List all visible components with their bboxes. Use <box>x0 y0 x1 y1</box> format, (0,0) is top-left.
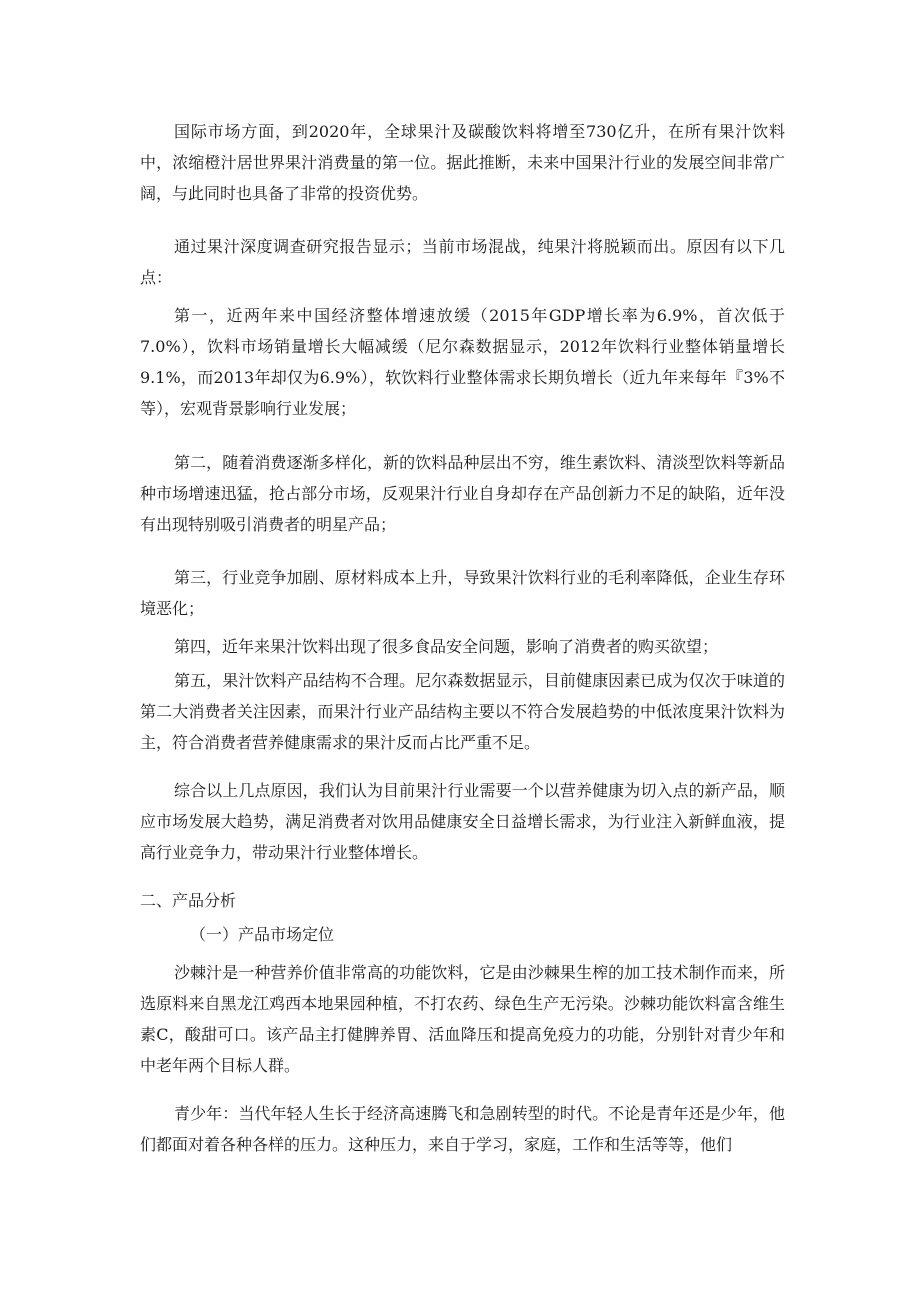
paragraph-international-market: 国际市场方面，到2020年，全球果汁及碳酸饮料将增至730亿升，在所有果汁饮料中，浓缩橙汁居世界果汁消费量的第一位。据此推断，未来中国果汁行业的发展空间非常广阔，与此同时也具备了非常的投资优势。 <box>140 122 785 203</box>
section-heading: 二、产品分析 <box>140 891 237 910</box>
paragraph-conclusion: 综合以上几点原因，我们认为目前果汁行业需要一个以营养健康为切入点的新产品，顺应市场发展大趋势，满足消费者对饮用品健康安全日益增长需求，为行业注入新鲜血液，提高行业竞争力，带动果汁行业整体增长。 <box>140 781 785 862</box>
paragraph-reason-first: 第一，近两年来中国经济整体增速放缓（2015年GDP增长率为6.9%，首次低于7.0%），饮料市场销量增长大幅减缓（尼尔森数据显示，2012年饮料行业整体销量增长9.1%，而2013年却仅为6.9%），软饮料行业整体需求长期负增长（近九年来每年『3%不等），宏观背景影响行业发展； <box>140 306 785 418</box>
paragraph-sea-buckthorn-juice: 沙棘汁是一种营养价值非常高的功能饮料，它是由沙棘果生榨的加工技术制作而来，所选原料来自黑龙江鸡西本地果园种植，不打农药、绿色生产无污染。沙棘功能饮料富含维生素C，酸甜可口。该产品主打健脾养胃、活血降压和提高免疫力的功能，分别针对青少年和中老年两个目标人群。 <box>140 963 785 1075</box>
paragraph-survey-report: 通过果汁深度调查研究报告显示；当前市场混战，纯果汁将脱颖而出。原因有以下几点： <box>140 237 785 287</box>
paragraph-youth: 青少年：当代年轻人生长于经济高速腾飞和急剧转型的时代。不论是青年还是少年，他们都面对着各种各样的压力。这种压力，来自于学习，家庭，工作和生活等等，他们 <box>140 1104 785 1154</box>
paragraph-reason-third: 第三，行业竞争加剧、原材料成本上升，导致果汁饮料行业的毛利率降低，企业生存环境恶化； <box>140 568 785 618</box>
subsection-heading: （一）产品市场定位 <box>190 925 335 944</box>
paragraph-reason-fifth: 第五，果汁饮料产品结构不合理。尼尔森数据显示，目前健康因素已成为仅次于味道的第二大消费者关注因素，而果汁行业产品结构主要以不符合发展趋势的中低浓度果汁饮料为主，符合消费者营养健康需求的果汁反而占比严重不足。 <box>140 671 785 752</box>
paragraph-reason-second: 第二，随着消费逐渐多样化，新的饮料品种层出不穷，维生素饮料、清淡型饮料等新品种市场增速迅猛，抢占部分市场，反观果汁行业自身却存在产品创新力不足的缺陷，近年没有出现特别吸引消费者的明星产品； <box>140 453 785 534</box>
paragraph-reason-fourth: 第四，近年来果汁饮料出现了很多食品安全问题，影响了消费者的购买欲望； <box>174 637 719 656</box>
